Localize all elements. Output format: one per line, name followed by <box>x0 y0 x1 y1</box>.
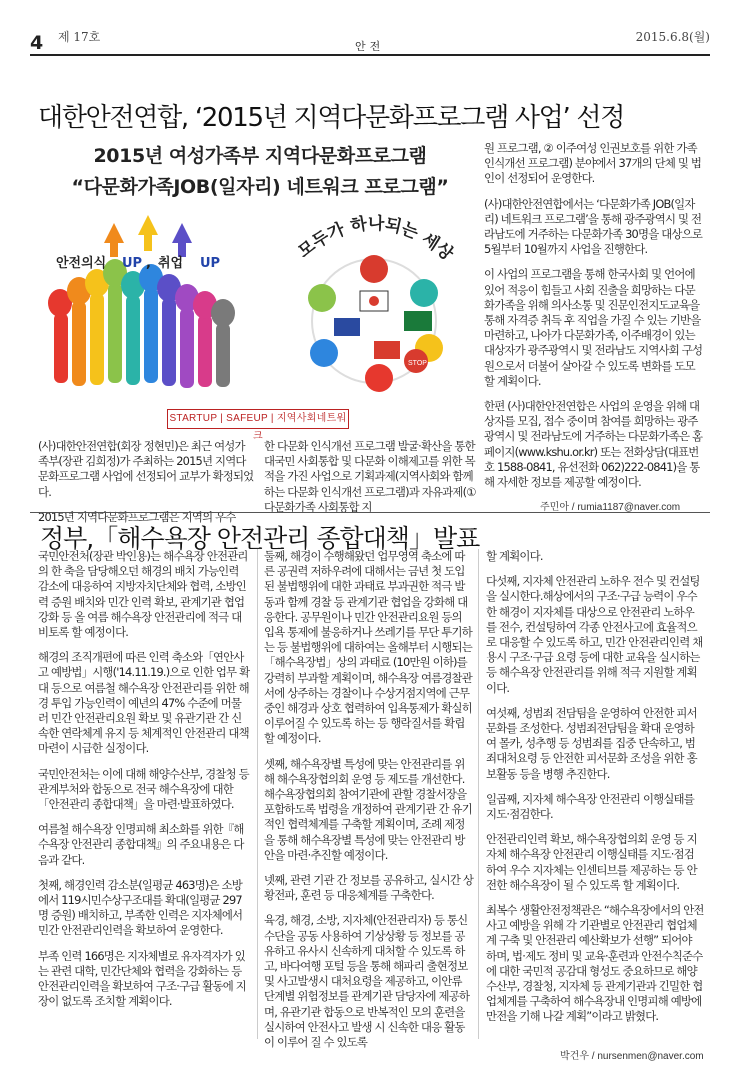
article1-byline: 주민아 / rumia1187@naver.com <box>540 502 681 513</box>
paragraph: 국민안전처는 이에 대해 해양수산부, 경찰청 등 관계부처와 합동으로 전국 해수욕장에 대한「안전관리 종합대책」을 마련·발표하였다. <box>38 766 249 812</box>
paragraph: 원 프로그램, ② 이주여성 인권보호를 위한 가족 인식개선 프로그램) 분야에서 37개의 단체 및 법인이 선정되어 운영한다. <box>484 141 702 186</box>
article2-headline: 정부,「해수욕장 안전관리 종합대책」발표 <box>40 524 480 553</box>
image-arc-textpath: 모두가 하나되는 세상 <box>294 213 457 265</box>
column-divider <box>478 549 479 1039</box>
stop-sign-text: STOP <box>408 360 427 367</box>
paragraph: 이 사업의 프로그램을 통해 한국사회 및 언어에 있어 적응이 힘들고 사회 진출을 희망하는 다문화가족을 위해 의사소통 및 진문인전지도교육을 통해 자격증 취득 후 직업을 가질 수 있는 기반을 마련하고, 나아가 다문화가족, 이주배경이 있는 대상자가 광주광역시 및 전라남도 지역사회 구성원으로서 더불어 살아갈 수 있도록 변화를 도모할 계획이다. <box>484 267 703 388</box>
paragraph: 안전관리인력 확보, 해수욕장협의회 운영 등 지자체 해수욕장 안전관리 이행실태를 지도·점검하여 우수 지자체는 인센티브를 제공하는 등 안전한 해수욕장이 될 수 있도록 할 계획이다. <box>486 832 697 892</box>
article1-illustration <box>34 203 480 408</box>
paragraph: 넷째, 관련 기관 간 정보를 공유하고, 실시간 상황전파, 훈련 등 대응체계를 구축한다. <box>264 873 474 903</box>
article1-subhead-1: 2015년 여성가족부 지역다문화프로그램 <box>93 145 427 167</box>
image-text-job: 취업 <box>158 256 184 271</box>
issue-number: 제 17호 <box>58 30 101 44</box>
section-title: 안전 <box>355 40 385 53</box>
flag-icon <box>334 318 360 336</box>
article2-byline: 박건우 / nursenmen@naver.com <box>560 1051 704 1062</box>
issue-date: 2015.6.8(월) <box>635 30 710 44</box>
paragraph: 부족 인력 166명은 지자체별로 유자격자가 있는 관련 대학, 민간단체와 협력을 강화하는 등 안전관리인력을 확보하여 구조·구급 활동에 지장이 없도록 조치할 계획이다. <box>38 948 246 1009</box>
paragraph: 다섯째, 지자체 안전관리 노하우 전수 및 컨설팅을 실시한다.해상에서의 구조·구급 능력이 우수한 해경이 지자체를 대상으로 안전관리 노하우를 전수, 컨설팅하여 각종 안전사고에 효율적으로 대응할 수 있도록 하고, 민간 안전관리인력 채용시 구조·구급 요령 등에 대한 교육을 실시하는 등 해수욕장 안전관리를 위해 적극 지원할 계획이다. <box>486 574 703 695</box>
illustration-svg <box>34 203 480 408</box>
paragraph: 해경의 조직개편에 따른 인력 축소와「연안사고 예방법」시행('14.11.19.)으로 인한 업무 확대 등으로 여름철 해수욕장 안전관리를 위한 해경 투입 가능인력이 예년의 47% 수준에 머물러 민간 안전관리요원 확보 및 유관기관 간 신속한 연락체계 유지 등 체계적인 안전관리 대책마련이 시급한 실정이다. <box>38 650 250 756</box>
image-text-safety: 안전의식 <box>56 256 107 271</box>
paragraph: 할 계획이다. <box>486 549 543 563</box>
paragraph: 2015년 지역다문화프로그램은 지역의 우수 <box>38 509 236 524</box>
paragraph: 첫째, 해경인력 감소분(일평균 463명)은 소방에서 119시민수상구조대를 확대(일평균 297명 증원) 배치하고, 부족한 인력은 지자체에서 민간 안전관리인력을 확보하여 운영한다. <box>38 877 243 938</box>
paragraph: 육경, 해경, 소방, 지자체(안전관리자) 등 통신수단을 공동 사용하여 기상상황 등 정보를 공유하고 유사시 신속하게 대처할 수 있도록 하고, 바다여행 포털 등을 통해 해파리 출현정보 및 사고발생시 대처요령을 제공하고, 이안류 단계별 위험정보를 관계기관 담당자에 제공하며, 유관기관 합동으로 반복적인 모의 훈련을 실시하여 안전사고 발생 시 신속한 대응 활동이 이루어 질 수 있도록 <box>264 913 470 1050</box>
article2-col-2 <box>264 549 474 1060</box>
section-divider <box>30 512 710 513</box>
flag-icon <box>374 341 400 359</box>
image-text-up-b: UP <box>200 256 221 271</box>
paragraph: 한편 (사)대한안전연합은 사업의 운영을 위해 대상자를 모집, 접수 중이며 참여를 희망하는 광주광역시 및 전라남도에 거주하는 다문화가족은 홈페이지(www.kshu.or.kr) 또는 전화상담(대표번호 1588-0841, 유선전화 062)222-0841)을 통해 자세한 정보를 제공할 예정이다. <box>484 399 703 490</box>
paragraph: 둘째, 해경이 수행해왔던 업무영역 축소에 따른 공권력 저하우려에 대해서는 금년 첫 도입된 불법행위에 대한 과태료 부과권한 적극 발동과 함께 경찰 등 관계기관 협업을 강화해 대응한다. 공무원이나 민간 안전관리요원 등의 입욕 통제에 불응하거나 쓰레기를 무단 투기하는 등 불법행위에 대하여는 올해부터 시행되는「해수욕장법」상의 과태료 (10만원 이하)를 강력히 부과할 계획이며, 해수욕장 여름경찰관서에 상주하는 경찰이나 수상거점지역에 근무 중인 해경과 상호 협력하여 입욕통제가 확실히 이루어질 수 있도록 하는 등 행락질서를 확립할 예정이다. <box>264 549 472 746</box>
column-divider <box>257 549 258 1039</box>
image-caption: STARTUP | SAFEUP | 지역사회네트워크 <box>167 409 349 429</box>
paragraph: (사)대한안전연합에서는 ‘다문화가족 JOB(일자리) 네트워크 프로그램’을 통해 광주광역시 및 전라남도에 거주하는 다문화가족 30명을 대상으로 5월부터 10월까지 사업을 진행한다. <box>484 196 703 257</box>
paragraph: 여름철 해수욕장 인명피해 최소화를 위한『해수욕장 안전관리 종합대책』의 주요내용은 다음과 같다. <box>38 822 244 867</box>
image-text-up-a: UP <box>122 256 143 271</box>
paragraph: 한 다문화 인식개선 프로그램 발굴·확산을 통한 대국민 사회통합 및 다문화 이해제고를 위한 목적을 가진 사업으로 기획과제(지역사회와 함께하는 다문화 인식개선 프로그램)과 자유과제(① 다문화가족 사회통합 지 <box>264 439 476 514</box>
article2-col-3 <box>486 549 704 1035</box>
flag-icon <box>404 311 432 331</box>
image-text-sep: , <box>146 256 151 271</box>
article2-col-1 <box>38 549 250 1019</box>
article1-col-right <box>484 141 704 500</box>
article1-subhead-2: “다문화가족JOB(일자리) 네트워크 프로그램” <box>71 176 449 198</box>
article1-headline: 대한안전연합, ‘2015년 지역다문화프로그램 사업’ 선정 <box>38 103 625 133</box>
header-rule <box>30 54 710 56</box>
paragraph: 일곱째, 지자체 해수욕장 안전관리 이행실태를 지도·점검한다. <box>486 791 694 822</box>
paragraph: 셋째, 해수욕장별 특성에 맞는 안전관리를 위해 해수욕장협의회 운영 등 제도를 개선한다.해수욕장협의회 참여기관에 관할 경찰서장을 포함하도록 법령을 개정하여 관계기관 간 유기적인 협력체계를 구축할 계획이며, 조례 제정을 통해 해수욕장별 특성에 맞는 안전관리 방안을 마련·추진할 예정이다. <box>264 756 472 862</box>
page-number: 4 <box>30 32 44 54</box>
paragraph: 최복수 생활안전정책관은 “해수욕장에서의 안전사고 예방을 위해 각 기관별로 안전관리 협업체계 구축 및 안전관리 예산확보가 선행” 되어야 하며, 법·제도 정비 및 교육·훈련과 안전수칙준수에 대한 국민적 공감대 형성도 중요하므로 해양수산부, 경찰청, 지자체 등 관계기관과 긴밀한 협업체계를 구축하여 해수욕장내 인명피해 예방에 만전을 기해 나갈 계획”이라고 밝혔다. <box>486 903 704 1024</box>
paragraph: 여섯째, 성범죄 전담팀을 운영하여 안전한 피서문화를 조성한다. 성범죄전담팀을 확대 운영하여 몰카, 성추행 등 성범죄를 집중 단속하고, 범죄대처요령 등 안전한 피서문화 조성을 위한 홍보활동 등을 병행 추진한다. <box>486 705 697 781</box>
paragraph: 국민안전처(장관 박인용)는 해수욕장 안전관리의 한 축을 담당해오던 해경의 배치 가능인력 감소에 대응하여 지방자치단체와 협력, 소방인력 증원 배치와 민간 인력 확보, 관계기관 협업강화 등 올 여름 해수욕장 안전관리에 적극 대비토록 할 예정이다. <box>38 549 248 640</box>
paragraph: (사)대한안전연합(회장 정현민)은 최근 여성가족부(장관 김희정)가 주최하는 2015년 지역다문화프로그램 사업에 선정되어 교부가 확정되었다. <box>38 439 254 499</box>
page-header <box>30 24 710 56</box>
